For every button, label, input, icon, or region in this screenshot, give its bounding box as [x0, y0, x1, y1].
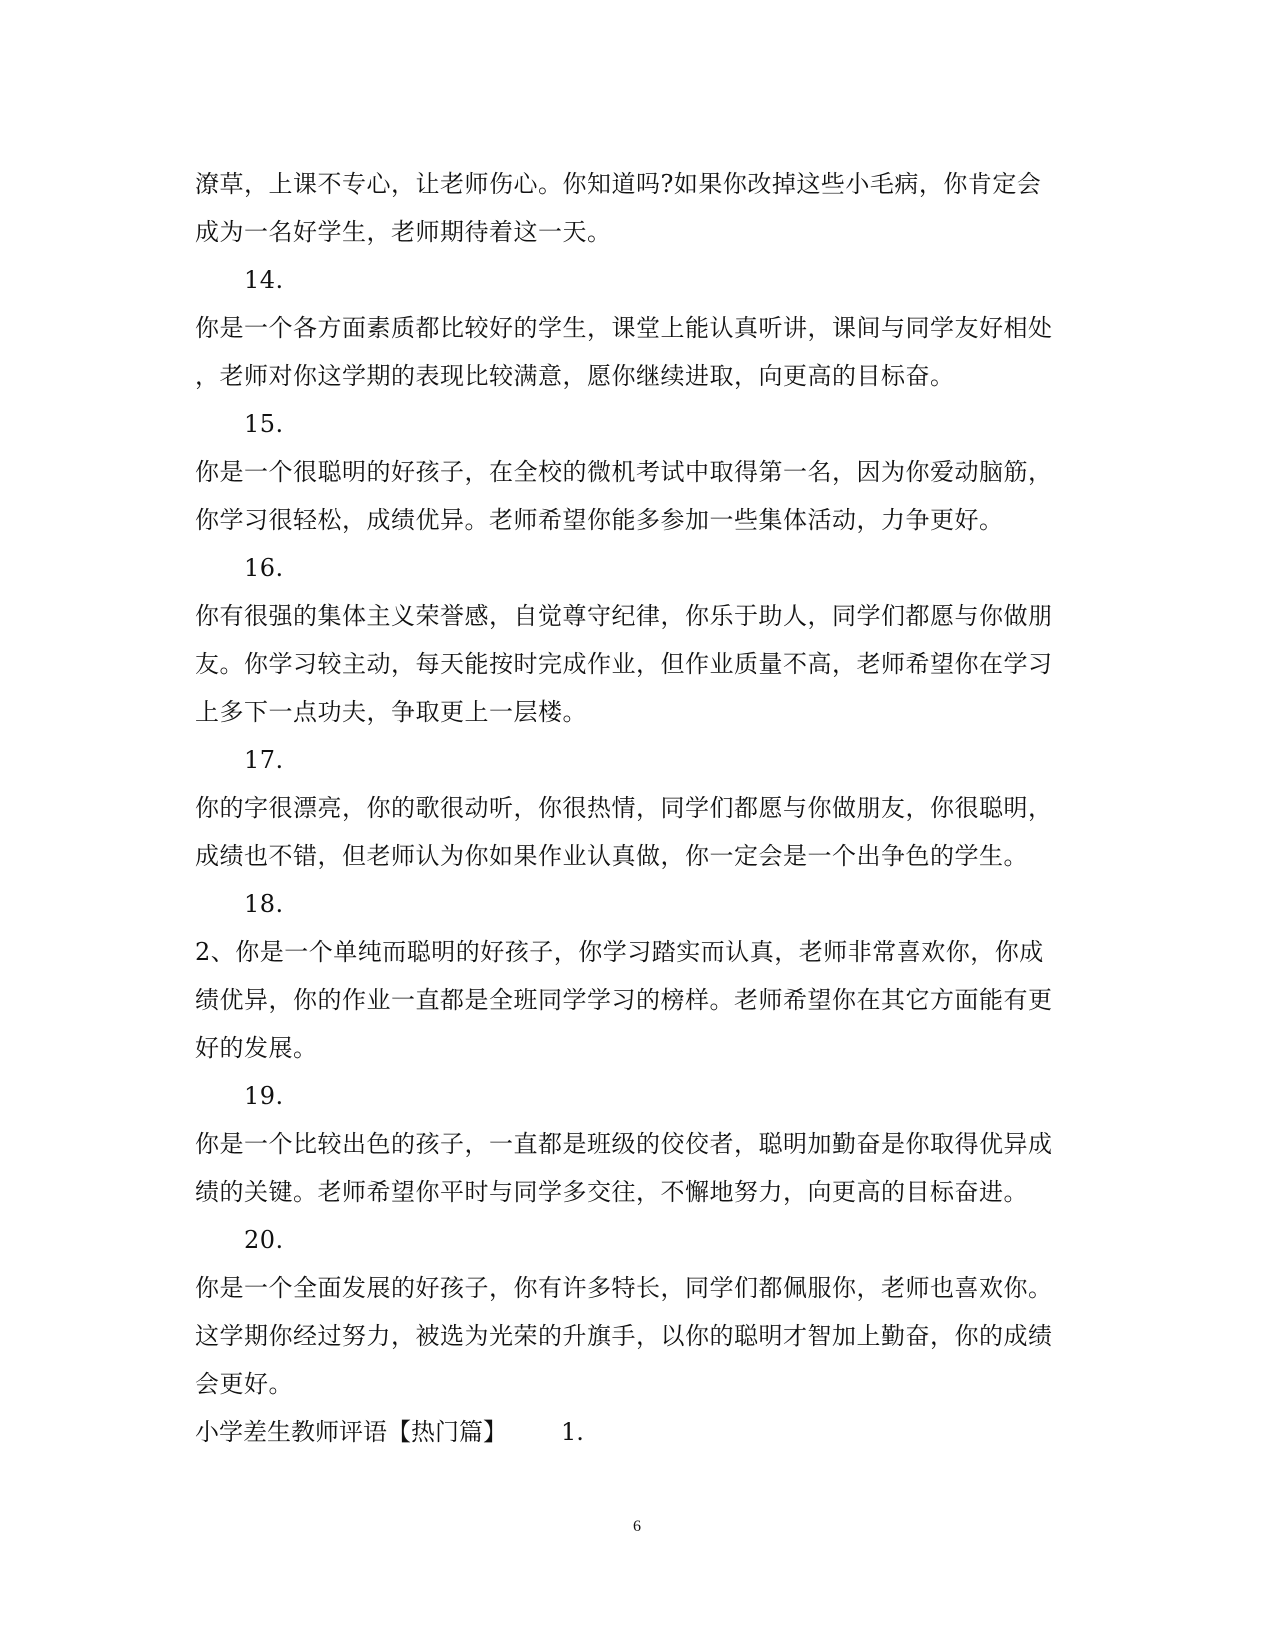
paragraph-line: 你是一个比较出色的孩子，一直都是班级的佼佼者，聪明加勤奋是你取得优异成 — [195, 1130, 1053, 1158]
paragraph-line: 你是一个很聪明的好孩子，在全校的微机考试中取得第一名，因为你爱动脑筋， — [195, 458, 1053, 486]
paragraph-line: 好的发展。 — [195, 1034, 318, 1062]
section-heading-line — [195, 1408, 1075, 1456]
paragraph-line: 成为一名好学生，老师期待着这一天。 — [195, 218, 612, 246]
page-number: 6 — [633, 1518, 641, 1535]
section-heading: 小学差生教师评语【热门篇】 — [195, 1418, 507, 1446]
item-number: 14. — [244, 266, 284, 294]
item-number: 19. — [244, 1082, 284, 1110]
comment-paragraph — [195, 1264, 1075, 1408]
paragraph-line: 潦草，上课不专心，让老师伤心。你知道吗?如果你改掉这些小毛病，你肯定会 — [195, 170, 1042, 198]
paragraph-line: 你是一个全面发展的好孩子，你有许多特长，同学们都佩服你，老师也喜欢你。 — [195, 1274, 1053, 1302]
paragraph-line: 上多下一点功夫，争取更上一层楼。 — [195, 698, 587, 726]
item-number: 15. — [244, 410, 284, 438]
comment-paragraph — [195, 928, 1075, 1072]
paragraph-line: 成绩也不错，但老师认为你如果作业认真做，你一定会是一个出争色的学生。 — [195, 842, 1028, 870]
paragraph-line: 这学期你经过努力，被选为光荣的升旗手，以你的聪明才智加上勤奋，你的成绩 — [195, 1322, 1053, 1350]
paragraph-line: 友。你学习较主动，每天能按时完成作业，但作业质量不高，老师希望你在学习 — [195, 650, 1053, 678]
comment-paragraph — [195, 784, 1075, 880]
paragraph-line: 会更好。 — [195, 1370, 293, 1398]
paragraph-line: 你的字很漂亮，你的歌很动听，你很热情，同学们都愿与你做朋友，你很聪明， — [195, 794, 1053, 822]
section-first-number: 1. — [561, 1418, 584, 1446]
paragraph-line: 你有很强的集体主义荣誉感，自觉尊守纪律，你乐于助人，同学们都愿与你做朋 — [195, 602, 1053, 630]
comment-paragraph — [195, 304, 1075, 400]
document-body — [195, 160, 1075, 1456]
paragraph-line: 你是一个各方面素质都比较好的学生，课堂上能认真听讲，课间与同学友好相处 — [195, 314, 1053, 342]
comment-paragraph — [195, 592, 1075, 736]
paragraph-line: 绩优异，你的作业一直都是全班同学学习的榜样。老师希望你在其它方面能有更 — [195, 986, 1053, 1014]
comment-paragraph — [195, 1120, 1075, 1216]
item-number: 20. — [244, 1226, 284, 1254]
paragraph-line: ，老师对你这学期的表现比较满意，愿你继续进取，向更高的目标奋。 — [195, 362, 955, 390]
paragraph-line: 绩的关键。老师希望你平时与同学多交往，不懈地努力，向更高的目标奋进。 — [195, 1178, 1028, 1206]
paragraph-line: 你学习很轻松，成绩优异。老师希望你能多参加一些集体活动，力争更好。 — [195, 506, 1004, 534]
paragraph-line: 2、你是一个单纯而聪明的好孩子，你学习踏实而认真，老师非常喜欢你，你成 — [195, 938, 1044, 966]
item-number: 16. — [244, 554, 284, 582]
comment-paragraph — [195, 448, 1075, 544]
item-number: 18. — [244, 890, 284, 918]
item-number: 17. — [244, 746, 284, 774]
comment-paragraph — [195, 160, 1075, 256]
